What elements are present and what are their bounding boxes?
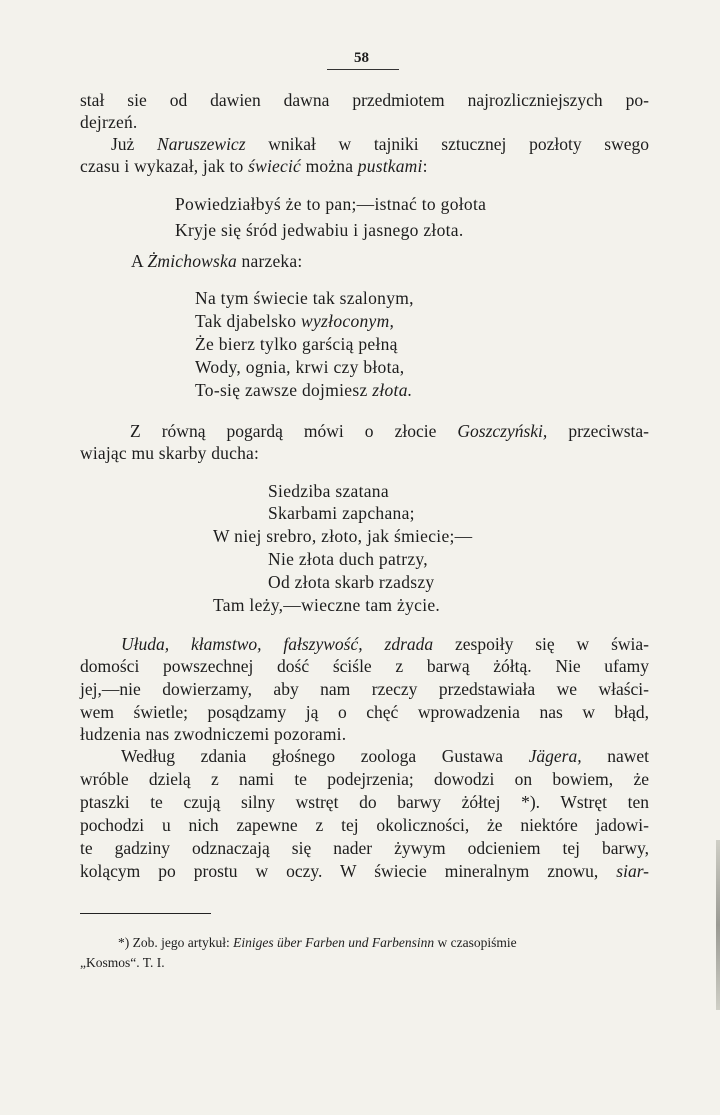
para2-line1-text-b: wnikał w tajniki sztucznej pozłoty swego (245, 134, 650, 154)
para2-line2-text-a: czasu i wykazał, jak to (80, 156, 249, 176)
para3-text-a: A (131, 251, 148, 271)
para5-line4: wem świetle; posądzamy ją o chęć wprowadzenia nas w błąd, (80, 702, 649, 722)
verse3-line3: W niej srebro, złoto, jak śmiecie;— (213, 526, 473, 546)
verse2-word-wyzloconym: wyzłoconym, (301, 311, 395, 331)
para6-line2: wróble dzielą z nami te podejrzenia; dowodzi on bowiem, że (80, 769, 649, 789)
para2-line2-text-c: : (422, 156, 428, 176)
para5-line1 (80, 634, 649, 655)
para3-text-b: narzeka: (236, 251, 303, 271)
verse1-line2: Kryje się śród jedwabiu i jasnego złota. (175, 220, 464, 240)
verse2-line4: Wody, ognia, krwi czy błota, (195, 357, 405, 377)
footnote-article-title: Einiges über Farben und Farbensinn (233, 935, 435, 950)
verse3-line5: Od złota skarb rzadszy (268, 572, 435, 592)
para3-author-zmichowska: Żmichowska (147, 251, 237, 271)
para1-line2: dejrzeń. (80, 112, 138, 132)
para6-line6-text-a: kolącym po prostu w oczy. W świecie mineralnym znowu, (80, 861, 617, 881)
para6-line1 (80, 746, 649, 767)
verse2-line5 (195, 380, 412, 401)
para2-word-swiecic: świecić (248, 156, 301, 176)
para6-line5: te gadziny odznaczają się nader żywym odcieniem tej barwy, (80, 838, 649, 858)
footnote-text-a: *) Zob. jego artykuł: (118, 935, 234, 950)
para6-line3: ptaszki te czują silny wstręt do barwy żółtej *). Wstręt ten (80, 792, 649, 812)
verse3-line6: Tam leży,—wieczne tam życie. (213, 595, 441, 615)
footnote-rule (80, 913, 211, 914)
para5-italic-list: Ułuda, kłamstwo, fałszywość, zdrada (121, 634, 434, 654)
para6-line4: pochodzi u nich zapewne z tej okoliczności, że niektóre jadowi- (80, 815, 649, 835)
verse3-line4: Nie złota duch patrzy, (268, 549, 428, 569)
verse2-line3: Że bierz tylko garścią pełną (195, 334, 398, 354)
para4-line1 (80, 421, 649, 442)
para4-author-goszczynski: Goszczyński, (457, 421, 548, 441)
para6-author-jager: Jägera, (528, 746, 582, 766)
footnote-text-b: w czasopiśmie (434, 935, 517, 950)
footnote-line2: „Kosmos“. T. I. (80, 955, 165, 970)
para4-line1-text-b: przeciwsta- (547, 421, 649, 441)
para2-line2-text-b: można (301, 156, 358, 176)
verse2-line1: Na tym świecie tak szalonym, (195, 288, 414, 308)
para5-line2: domości powszechnej dość ściśle z barwą żółtą. Nie ufamy (80, 656, 649, 676)
para6-word-siar: siar- (616, 861, 649, 881)
verse2-line2 (195, 311, 394, 332)
para2-word-pustkami: pustkami (357, 156, 423, 176)
para4-line1-text-a: Z równą pogardą mówi o złocie (130, 421, 458, 441)
verse2-line2-text: Tak djabelsko (195, 311, 302, 331)
para2-author-naruszewicz: Naruszewicz (157, 134, 246, 154)
page-number: 58 (354, 50, 369, 66)
para6-line1-text-b: nawet (581, 746, 649, 766)
para5-line3: jej,—nie dowierzamy, aby nam rzeczy przedstawiała we właści- (80, 679, 649, 699)
para2-line2 (80, 156, 428, 177)
verse2-word-zlota: złota. (372, 380, 413, 400)
page-edge-shadow (716, 840, 720, 1010)
para1-line1: stał sie od dawien dawna przedmiotem najrozliczniejszych po- (80, 90, 649, 110)
footnote-line1 (118, 935, 517, 951)
verse2-line5-text: To-się zawsze dojmiesz (195, 380, 373, 400)
para2-line1-text-a: Już (111, 134, 158, 154)
para3-line (131, 251, 302, 272)
verse3-line1: Siedziba szatana (268, 481, 389, 501)
para2-line1 (80, 134, 649, 155)
para6-line1-text-a: Według zdania głośnego zoologa Gustawa (121, 746, 529, 766)
para6-line6 (80, 861, 649, 882)
para5-line5: łudzenia nas zwodniczemi pozorami. (80, 724, 347, 744)
para4-line2: wiając mu skarby ducha: (80, 443, 260, 463)
page-number-rule (327, 69, 399, 70)
para5-line1-text-b: zespoiły się w świa- (433, 634, 649, 654)
verse3-line2: Skarbami zapchana; (268, 503, 415, 523)
verse1-line1: Powiedziałbyś że to pan;—istnać to gołota (175, 194, 487, 214)
